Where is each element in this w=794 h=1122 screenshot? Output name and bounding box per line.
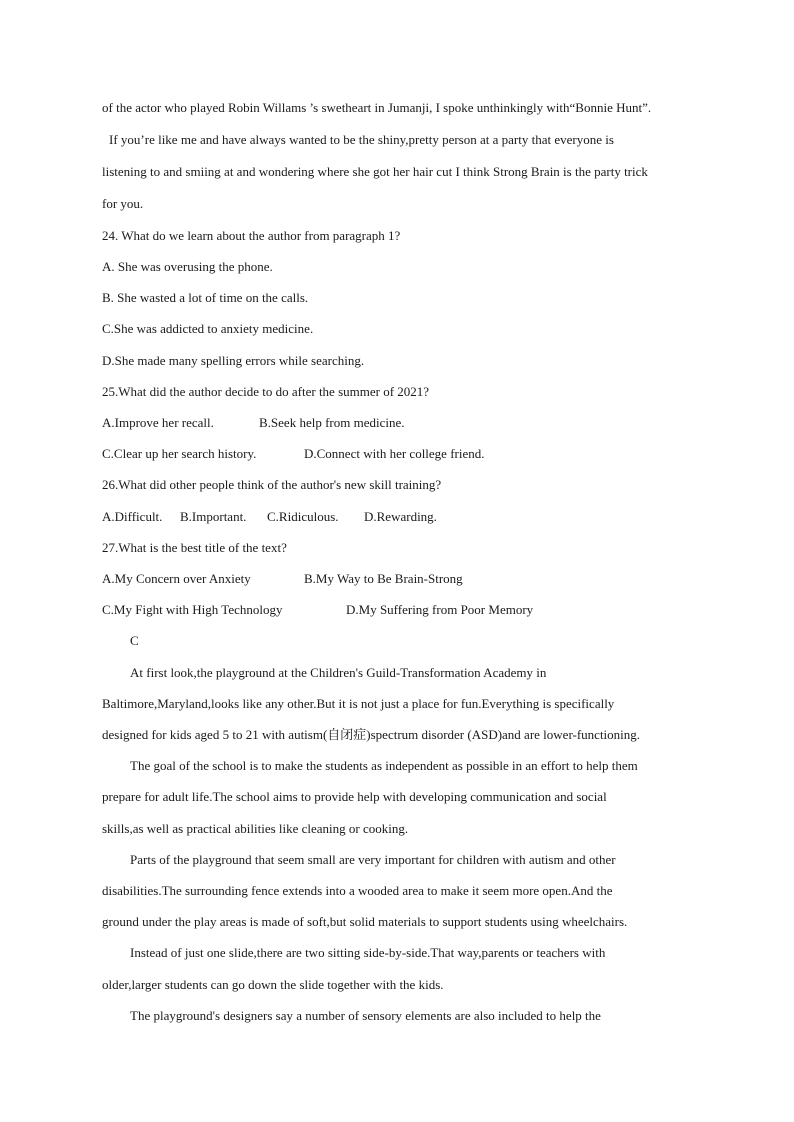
question-24-option-c: C.She was addicted to anxiety medicine.: [102, 321, 314, 336]
question-26-option-c: C.Ridiculous.: [267, 509, 339, 524]
question-27-stem: 27.What is the best title of the text?: [102, 540, 287, 555]
question-25-option-d: D.Connect with her college friend.: [304, 446, 485, 461]
question-25-options-row-2: [102, 446, 485, 462]
section-c-p1-line-2: Baltimore,Maryland,looks like any other.But it is not just a place for fun.Everything is specifically: [102, 696, 615, 711]
passage-line-3: listening to and smiing at and wondering where she got her hair cut I think Strong Brain is the party trick: [102, 164, 648, 179]
section-c-p3-line-1: Parts of the playground that seem small are very important for children with autism and other: [130, 852, 616, 867]
section-c-p4-line-1: Instead of just one slide,there are two sitting side-by-side.That way,parents or teachers with: [130, 945, 606, 960]
section-c-p2-line-2: prepare for adult life.The school aims to provide help with developing communication and social: [102, 789, 607, 804]
question-27-option-d: D.My Suffering from Poor Memory: [346, 602, 534, 617]
question-24-option-a: A. She was overusing the phone.: [102, 259, 273, 274]
question-25-options-row-1: [102, 415, 405, 431]
section-c-p4-line-2: older,larger students can go down the slide together with the kids.: [102, 977, 444, 992]
section-c-p2-line-1: The goal of the school is to make the students as independent as possible in an effort to help them: [130, 758, 638, 773]
question-27-options-row-2: [102, 602, 533, 618]
question-27-option-b: B.My Way to Be Brain-Strong: [304, 571, 463, 586]
section-c-p5-line-1: The playground's designers say a number of sensory elements are also included to help the: [130, 1008, 601, 1023]
section-c-heading: C: [130, 633, 139, 648]
question-26-options-row: [102, 509, 437, 525]
question-27-options-row-1: [102, 571, 463, 587]
question-27-option-c: C.My Fight with High Technology: [102, 602, 283, 617]
question-26-option-d: D.Rewarding.: [364, 509, 437, 524]
section-c-p3-line-3: ground under the play areas is made of soft,but solid materials to support students using wheelchairs.: [102, 914, 628, 929]
section-c-p1-line-1: At first look,the playground at the Children's Guild-Transformation Academy in: [130, 665, 547, 680]
question-25-option-b: B.Seek help from medicine.: [259, 415, 405, 430]
passage-line-2: If you’re like me and have always wanted to be the shiny,pretty person at a party that everyone is: [109, 132, 614, 147]
question-26-option-a: A.Difficult.: [102, 509, 163, 524]
section-c-p3-line-2: disabilities.The surrounding fence extends into a wooded area to make it seem more open.And the: [102, 883, 613, 898]
question-24-option-b: B. She wasted a lot of time on the calls.: [102, 290, 309, 305]
passage-line-1: of the actor who played Robin Willams ’s swetheart in Jumanji, I spoke unthinkingly with“Bonnie Hunt”.: [102, 100, 652, 115]
question-24-option-d: D.She made many spelling errors while searching.: [102, 353, 365, 368]
question-25-stem: 25.What did the author decide to do after the summer of 2021?: [102, 384, 430, 399]
passage-line-4: for you.: [102, 196, 144, 211]
question-25-option-a: A.Improve her recall.: [102, 415, 214, 430]
section-c-p1-line-3: designed for kids aged 5 to 21 with autism(自闭症)spectrum disorder (ASD)and are lower-functioning.: [102, 727, 641, 742]
question-27-option-a: A.My Concern over Anxiety: [102, 571, 251, 586]
question-25-option-c: C.Clear up her search history.: [102, 446, 257, 461]
question-26-option-b: B.Important.: [180, 509, 247, 524]
question-24-stem: 24. What do we learn about the author from paragraph 1?: [102, 228, 401, 243]
section-c-p2-line-3: skills,as well as practical abilities like cleaning or cooking.: [102, 821, 409, 836]
question-26-stem: 26.What did other people think of the author's new skill training?: [102, 477, 442, 492]
